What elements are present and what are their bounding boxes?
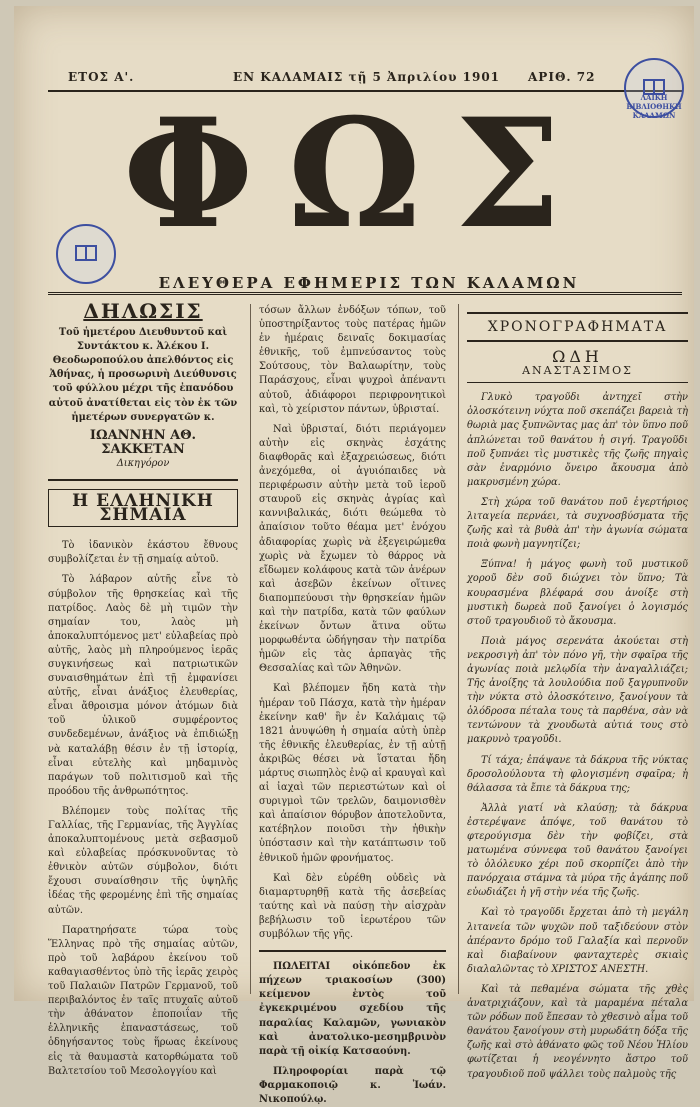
issue-number: ΑΡΙΘ. 72: [528, 70, 596, 84]
poem-paragraph: Γλυκὸ τραγοῦδι ἀντηχεῖ στὴν ὁλοσκότεινη νύχτα ποῦ σκεπάζει βαρειὰ τὴ θωριὰ μας ξυπνῶντας μας ἀπ' τὸν ὕπνο ποῦ ἀπλώνεται τοῦ θανάτου ἡ σιγή. Τραγοῦδι ποῦ ξυπνάει τὶς μυστικὲς τῆς ζωῆς πηγαὶς σὰν ἐναρμόνιο ὄνειρο ἄκουσμα ἀπὸ μακρυσμένη χώρα.: [467, 392, 688, 488]
article-paragraph: Καὶ δὲν εὑρέθη οὐδεὶς νὰ διαμαρτυρηθῇ κατὰ τῆς ἀσεβείας ταύτης καὶ νὰ παύσῃ τὴν αἰσχρὰν βεβήλωσιν τοῦ ἱερωτέρου τῶν συμβόλων τῆς γῆς.: [259, 872, 446, 941]
poem-paragraph: Τί τάχα; ἐπάψανε τὰ δάκρυα τῆς νύκτας δροσολούλουτα τὴ φλογισμένη σφαῖρα; ἡ θάλασσα τὰ ἔπιε τὰ δάκρυα της;: [467, 754, 688, 794]
poem-subtitle: ΑΝΑΣΤΑΣΙΜΟΣ: [467, 364, 688, 383]
column-2: [250, 304, 446, 1105]
article-paragraph: Παρατηρήσατε τώρα τοὺς Ἕλληνας πρὸ τῆς σημαίας αὐτῶν, πρὸ τοῦ λαβάρου ἐκείνου τοῦ καθαγιασθέντος ὑπὸ τῆς ἱερᾶς χειρὸς τοῦ Παλαιῶν Πατρῶν Γερμανοῦ, τοῦ περιβαλόντος ἐν ταῖς πτυχαῖς αὐτοῦ τὴν ἀθάνατον ἐποποιΐαν τῆς ἑλληνικῆς ἐπαναστάσεως, τοῦ ὁδηγήσαντος τοὺς ἥρωας ἐκείνους εἰς τὰ θαυμαστὰ κατορθώματα τοῦ Βαλτετσίου τοῦ Μεσολογγίου καὶ: [48, 924, 238, 1077]
article-paragraph: Βλέπομεν τοὺς πολίτας τῆς Γαλλίας, τῆς Γερμανίας, τῆς Ἀγγλίας ἀποκαλυπτομένους μετὰ σεβασμοῦ καὶ εὐλαβείας πρόσκυνοῦντας τὸ ἐθνικὸν αὐτῶν σύμβολον, διότι ἔχουσι συναίσθησιν τῆς ὑψηλῆς ἰδέας τῆς φερομένης ἐπὶ τῆς σημαίας αὐτῶν.: [48, 805, 238, 916]
article-paragraph: Καὶ βλέπομεν ἤδη κατὰ τὴν ἡμέραν τοῦ Πάσχα, κατὰ τὴν ἡμέραν ἐκείνην καθ' ἣν ἐν Καλάμαις τῷ 1821 ἀνυψώθη ἡ σημαία αὐτὴ ὑπὲρ τῆς ἐθνικῆς ἐλευθερίας, ἐν τῇ αὐτῇ ἀκριβῶς θέσει νὰ ἵσταται ἤδη μάρτυς σιωπηλὸς ἐνῷ αἱ κραυγαὶ καὶ αἱ ἰαχαὶ τῶν περιεστώτων καὶ οἱ συριγμοὶ τῶν τρελῶν, δαιμονισθὲν καὶ ἀπαίσιον θόρυβον ἀποτελοῦντα, κατέβηλον ποιοῦσι τὴν ἠθικὴν ὑπόστασιν καὶ τὴν κατάπτωσιν τοῦ ἐθνικοῦ ἡμῶν φρονήματος.: [259, 683, 446, 864]
notice-role: Δικηγόρον: [116, 457, 170, 469]
article-paragraph: Τὸ λάβαρον αὐτῆς εἶνε τὸ σύμβολον τῆς θρησκείας καὶ τῆς πατρίδος. Λαὸς δὲ μὴ τιμῶν τὴν σημαίαν του, λαὸς μὴ ἀποκαλυπτόμενος μετ' εὐλαβείας πρὸ αὐτῆς, λαὸς μὴ πληρούμενος ἱερᾶς συγκινήσεως καὶ πατριωτικῶν συναισθημάτων ἐπὶ τῇ ἐμφανίσει αὐτῆς, εἶναι ἀνάξιος ἐλευθερίας, εἶναι ἄθροισμα μόνον ἀτόμων διὰ τοῦ ὑλικοῦ συμφέροντος συνδεδεμένων, ἀνάξιος νὰ ἐπιδιώξῃ νὰ καταλάβῃ θέσιν ἐν τῇ ἱστορίᾳ, εἶναι εὐτελὴς καὶ μηδαμινὸς παράγων τοῦ πολιτισμοῦ καὶ τῆς προόδου τῆς ἀνθρωπότητος.: [48, 574, 238, 797]
column-3: [458, 304, 688, 1080]
poem-paragraph: Ξύπνα! ἡ μάγος φωνὴ τοῦ μυστικοῦ χοροῦ δὲν σοῦ διώχνει τὸν ὕπνο; Τὰ κουρασμένα βλέφαρά σου ἀνοίξε στὴ μυστικὴ δωρεὰ ποῦ ξανοίγει ὁ λογισμός στοῦ τραγουδιοῦ τὸ ἄκουσμα.: [467, 559, 688, 627]
masthead: [54, 86, 664, 274]
article-paragraph: Ναὶ ὑβρισταί, διότι περιάγομεν αὐτὴν εἰς σκηνὰς ἐσχάτης διαφθορᾶς καὶ ἐξαχρειώσεως, διότι ἀνεχόμεθα, οἱ ἀγυιόπαιδες νὰ περιφέρωσιν αὐτὴν μετὰ τοῦ ἱεροῦ σταυροῦ εἰς σκηνὰς ἀγρίας καὶ καννιβαλικάς, διότι θεώμεθα τὸ ἀπαίσιον τοῦτο θέαμα μετ' ἐνόχου ἀδιαφορίας χωρὶς νὰ ἐξεγειρώμεθα χωρὶς νὰ ἔχωμεν τὸ θάρρος νὰ εἴδωμεν κολάφους κατὰ τῶν ἀνέρων καὶ ἀσεβῶν ἐκείνων οἵτινες διαπομπεύουσι τὴν θρησκείαν ἡμῶν καὶ τὴν πατρίδα, κατὰ τῶν φαύλων ἐκείνων ὄντων ἅτινα οὕτω μορφωθέντα ὡδήγησαν τὴν πατρίδα ἡμῶν εἰς τὰς ἁρπαγὰς τῆς Θεσσαλίας καὶ τῶν Ἀθηνῶν.: [259, 423, 446, 675]
column-1: [48, 299, 238, 1077]
masthead-title: ΦΩΣ: [122, 86, 596, 262]
poem-paragraph: Καὶ τὰ πεθαμένα σώματα τῆς χθὲς ἀνατριχιάζουν, καὶ τὰ μαραμένα πέταλα τῶν ρόδων ποῦ ἔπεσαν τὸ χθεσινὸ αἷμα τοῦ θανάτου ξανοίγουν στὴ μυρωδάτη δόξα τῆς ζωῆς καὶ στὸ ἀθάνατο φῶς τοῦ Νέου Ἡλίου φωτίζεται ἡ νεογέννητο ἄστρο τοῦ τραγουδιοῦ ποῦ ψάλλει τοὺς παλμοὺς τῆς: [467, 983, 688, 1080]
article-paragraph: Τὸ ἰδανικὸν ἑκάστου ἔθνους συμβολίζεται ἐν τῇ σημαίᾳ αὐτοῦ.: [48, 540, 238, 566]
notice-name: ΙΩΑΝΝΗΝ ΑΘ. ΣΑΚΚΕΤΑΝ: [89, 427, 197, 457]
section-title: ΧΡΟΝΟΓΡΑΦΗΜΑΤΑ: [467, 312, 688, 342]
divider: [48, 479, 238, 481]
advert-text: ΠΩΛΕΙΤΑΙ οἰκόπεδον ἐκ πήχεων τριακοσίων (300) κείμενον ἐντὸς τοῦ ἐγκεκριμένου σχεδίου τῆς παραλίας Καλαμῶν, γωνιακὸν καὶ ἀνατολικο-μεσημβρινὸν παρὰ τῇ οἰκίᾳ Κατσαούνη.: [259, 961, 446, 1057]
advert-contact: Πληροφορίαι παρὰ τῷ Φαρμακοποιῷ κ. Ἰωάν. Νικοπούλῳ.: [259, 1065, 446, 1105]
notice-text: Τοῦ ἡμετέρου Διευθυντοῦ καὶ Συντάκτου κ. Ἀλέκου Ι. Θεοδωροπούλου ἀπελθόντος εἰς Ἀθήνας, ἡ προσωρινὴ Διεύθυνσις τοῦ φύλλου μέχρι τῆς ἐπανόδου αὐτοῦ ἀνατίθεται εἰς τὸν ἐκ τῶν ἡμετέρων συνεργατῶν κ.: [48, 327, 238, 423]
masthead-rule: [48, 292, 682, 295]
year-label: ΕΤΟΣ Α'.: [68, 70, 135, 84]
article-paragraph: τόσων ἄλλων ἐνδόξων τόπων, τοῦ ὑποστηρίξαντος τοὺς πατέρας ἡμῶν ἐν ἡμέραις δειναῖς δοκιμασίας ἐθνικῆς, τοῦ ἐμπνεύσαντος τοὺς Σούτσους, τὸν Βαλαωρίτην, τοὺς Παράσχους, εἶναι ψυχροὶ ἀπέναντι αὐτοῦ, ἀδιάφοροι περιφρονητικοὶ καὶ, τὸ χείριστον πάντων, ὑβρισταί.: [259, 305, 446, 415]
poem-paragraph: Καὶ τὸ τραγοῦδι ἔρχεται ἀπὸ τὴ μεγάλη λιτανεία τῶν ψυχῶν ποῦ ταξιδεύουν στὸν ἀπέραντο δρόμο τοῦ Γαλαξία καὶ περνοῦν καὶ διαβαίνουν φανταχτερὲς σκιαὶς διαλαλῶντας τὸ ΧΡΙΣΤΟΣ ΑΝΕΣΤΗ.: [467, 907, 688, 975]
notice-heading: ΔΗΛΩΣΙΣ: [83, 299, 203, 323]
poem-title: ΩΔΗ: [552, 347, 603, 367]
masthead-subtitle: ΕΛΕΥΘΕΡΑ ΕΦΗΜΕΡΙΣ ΤΩΝ ΚΑΛΑΜΩΝ: [158, 274, 580, 292]
poem-paragraph: Στὴ χώρα τοῦ θανάτου ποῦ ἐγερτήριος λιταγεία περνάει, τὰ συχνοσβύσματα τῆς ζωῆς καὶ τὰ βυθὰ ἀπ' τὴν ἀγωνία σώματα ποιὰ φωνὴ μαγνητίζει;: [467, 496, 688, 551]
divider: [259, 950, 446, 952]
newspaper-page: [14, 6, 694, 1105]
poem-paragraph: Ποιὰ μάγος σερενάτα ἀκούεται στὴ νεκροσιγὴ ἀπ' τὸν πόνο γῆ, τὴν σφαῖρα τῆς ἀγωνίας ποιὰ μελῳδία τὴν ἀναγαλλιάζει; Τῆς ἀνοίξης τὰ λουλούδια ποῦ ξαγρυπνοῦν τὴν νύκτα στὸ ὁλοσκότεινο, ξανοίγουν τὰ ὁλόδροσα πέταλα τους τὰ παρθένα, σὰν νὰ τεντώνουν τὰ χνουδωτὰ αὐτιά τους στὸ μακρυνὸ τραγοῦδι.: [467, 635, 688, 746]
poem-paragraph: Ἀλλὰ γιατί νὰ κλαύσῃ; τὰ δάκρυα ἐστερέψανε ἀπόψε, τοῦ θανάτου τὸ φτερούγισμα δὲν τὴν φοβίζει, στὰ ματωμένα σύννεφα τοῦ θανάτου ξανοίγει τὸ ὁλόλευκο χέρι ποῦ σκορπίζει ἀπὸ τὴν πανόρχαια στάμνα τὰ μύρα τῆς ἀγάπης ποῦ εὐωδιάζει ἡ γῆ στὴν νέα τῆς ζωῆς.: [467, 802, 688, 899]
stamp-text: ΛΑΪΚΗ ΒΙΒΛΙΟΘΗΚΗ ΚΑΛΑΜΩΝ: [626, 92, 682, 120]
article-title: Η ΕΛΛΗΝΙΚΗ ΣΗΜΑΙΑ: [48, 489, 238, 527]
place-date: ΕΝ ΚΑΛΑΜΑΙΣ τῇ 5 Ἀπριλίου 1901: [233, 70, 501, 84]
